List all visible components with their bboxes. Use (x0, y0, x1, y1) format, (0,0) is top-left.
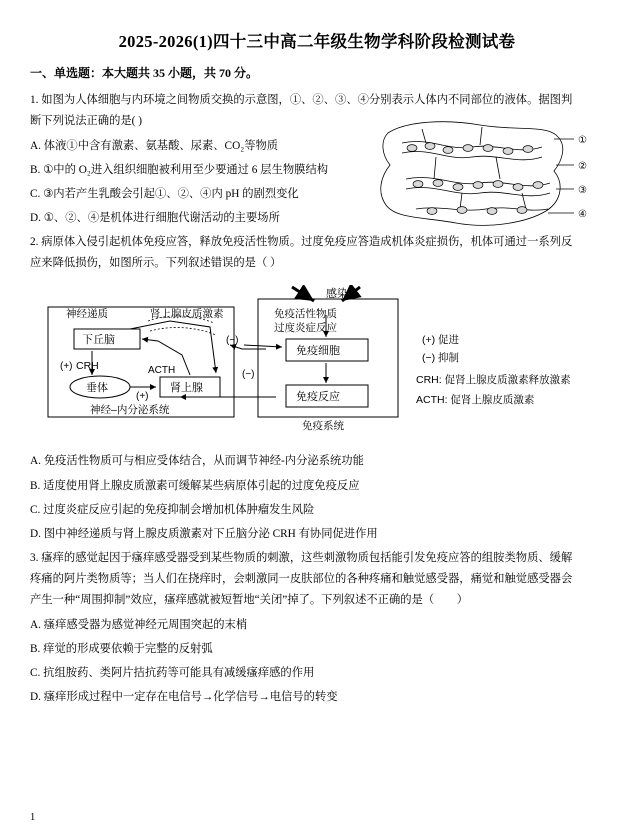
question-2-option-b: B. 适度使用肾上腺皮质激素可缓解某些病原体引起的过度免疫反应 (30, 479, 360, 492)
figure2-hypothalamus-label: 下丘脑 (82, 334, 115, 347)
figure2-legend-acth: ACTH: 促肾上腺皮质激素 (416, 394, 535, 407)
section-heading: 一、单选题：本大题共 35 小题，共 70 分。 (30, 66, 259, 80)
figure2-adrenal-label: 肾上腺 (170, 382, 203, 395)
figure2-crh-label: CRH (76, 360, 99, 373)
figure2-legend-crh: CRH: 促肾上腺皮质激素释放激素 (416, 374, 571, 387)
figure2-immune-response-label: 免疫反应 (296, 391, 340, 404)
figure1-label-4: ④ (578, 209, 587, 220)
figure2-excess-inflammation-label: 过度炎症反应 (274, 322, 337, 335)
question-1 (30, 91, 604, 227)
figure2-immune-cell-label: 免疫细胞 (296, 345, 340, 358)
question-2-option-a: A. 免疫活性物质可与相应受体结合，从而调节神经-内分泌系统功能 (30, 455, 364, 468)
question-1-stem-line-1: 1. 如图为人体细胞与内环境之间物质交换的示意图，①、②、③、④分别表示人体内不同部位的液体。据图判 (30, 94, 573, 106)
question-3-option-a: A. 瘙痒感受器为感觉神经元周围突起的末梢 (30, 618, 248, 631)
question-1-stem-line-2: 断下列说法正确的是( ) (30, 115, 143, 128)
page-title: 2025-2026(1)四十三中高二年级生物学科阶段检测试卷 (118, 32, 516, 51)
question-3 (30, 549, 604, 706)
figure2-sign-plus-2: (+) (136, 391, 149, 403)
figure2-legend-inhibit: (−) 抑制 (422, 352, 460, 365)
question-2 (30, 233, 604, 543)
figure2-neurotransmitter-label: 神经递质 (66, 308, 108, 321)
figure1-label-2: ② (578, 161, 587, 172)
figure2-sign-minus-2: (−) (242, 369, 255, 381)
question-3-stem-line-1: 3. 瘙痒的感觉起因于瘙痒感受器受到某些物质的刺激，这些刺激物质包括能引发免疫应答的组胺类物质、缓解 (30, 551, 573, 564)
figure2-neuroendocrine-system-label: 神经–内分泌系统 (90, 404, 170, 417)
internal-environment-diagram (376, 117, 604, 235)
figure2-adrenal-cortex-hormone-label: 肾上腺皮质激素 (150, 308, 224, 321)
figure2-pituitary-label: 垂体 (86, 382, 108, 395)
question-2-option-d: D. 图中神经递质与肾上腺皮质激素对下丘脑分泌 CRH 有协同促进作用 (30, 527, 378, 540)
question-3-option-c: C. 抗组胺药、类阿片拮抗药等可能具有减缓瘙痒感的作用 (30, 666, 315, 679)
question-1-option-c: C. ③内若产生乳酸会引起①、②、④内 pH 的剧烈变化 (30, 187, 299, 200)
question-2-option-c: C. 过度炎症反应引起的免疫抑制会增加机体肿瘤发生风险 (30, 503, 315, 516)
figure2-sign-minus-1: (−) (226, 335, 239, 347)
page-number: 1 (30, 812, 36, 823)
figure2-immune-active-substance-label: 免疫活性物质 (274, 308, 337, 321)
question-3-option-b: B. 痒觉的形成要依赖于完整的反射弧 (30, 642, 213, 655)
question-2-stem-line-1: 2. 病原体入侵引起机体免疫应答，释放免疫活性物质。过度免疫应答造成机体炎症损伤，机体可通过一系列反 (30, 235, 573, 248)
question-1-option-d: D. ①、②、④是机体进行细胞代谢活动的主要场所 (30, 211, 280, 224)
question-3-option-d: D. 瘙痒形成过程中一定存在电信号→化学信号→电信号的转变 (30, 690, 338, 703)
figure2-infection-label: 感染 (326, 288, 348, 301)
figure2-acth-label: ACTH (148, 365, 176, 377)
neuro-endocrine-immune-diagram (30, 285, 604, 435)
figure1-label-3: ③ (578, 185, 587, 196)
question-3-stem-line-2: 疼痛的阿片类物质等；当人们在挠痒时，会刺激同一皮肤部位的各种疼痛和触觉感受器，痛觉和触觉感受器会 (30, 572, 573, 585)
question-3-stem-line-3: 产生一种“周围抑制”效应，瘙痒感就被短暂地“关闭”掉了。下列叙述不正确的是（ ） (30, 594, 469, 607)
figure1-label-1: ① (578, 135, 587, 146)
question-1-option-b: B. ①中的 O₂进入组织细胞被利用至少要通过 6 层生物膜结构 (30, 163, 329, 176)
figure2-immune-system-label: 免疫系统 (302, 420, 344, 433)
question-1-option-a: A. 体液①中含有激素、氨基酸、尿素、CO₂等物质 (30, 139, 279, 152)
figure2-sign-plus-1: (+) (60, 361, 73, 373)
question-2-stem-line-2: 应来降低损伤，如图所示。下列叙述错误的是（ ） (30, 257, 282, 270)
figure2-legend-promote: (+) 促进 (422, 334, 460, 347)
